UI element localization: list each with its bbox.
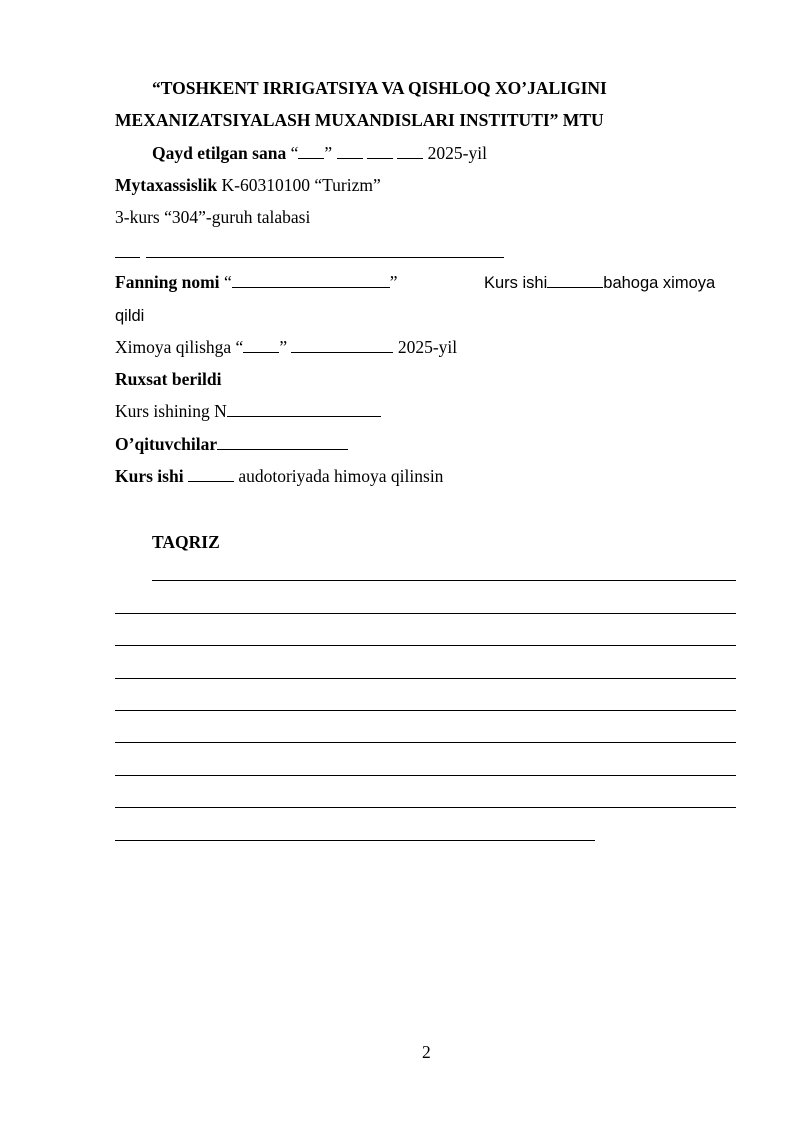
defense-month-blank[interactable] [291, 338, 393, 353]
registration-month-blank-3[interactable] [397, 144, 423, 159]
subject-row: Fanning nomi “ ” [115, 272, 398, 292]
defense-date-label: Ximoya qilishga “ [115, 337, 244, 357]
defense-day-blank[interactable] [243, 338, 279, 353]
review-line[interactable] [152, 580, 736, 581]
defense-room-suffix: audotoriyada himoya qilinsin [238, 466, 444, 486]
review-line[interactable] [115, 742, 736, 743]
subject-label: Fanning nomi [115, 272, 220, 292]
registration-month-blank-2[interactable] [367, 144, 393, 159]
review-title: TAQRIZ [152, 532, 220, 552]
specialty-label: Mytaxassislik [115, 175, 218, 195]
room-blank[interactable] [188, 467, 234, 482]
review-line[interactable] [115, 613, 736, 614]
review-line[interactable] [115, 775, 736, 776]
subject-name-blank[interactable] [232, 273, 390, 288]
teachers-row [115, 434, 348, 454]
registration-date-label: Qayd etilgan sana [152, 143, 287, 163]
specialty-value: K-60310100 “Turizm” [221, 175, 381, 195]
grade-blank[interactable] [547, 273, 603, 288]
page-number: 2 [422, 1042, 431, 1062]
grade-wrap-text: qildi [115, 307, 145, 325]
registration-day-blank[interactable] [298, 144, 324, 159]
registration-year: 2025-yil [427, 143, 487, 163]
student-group-text: 3-kurs “304”-guruh talabasi [115, 207, 311, 227]
course-work-number-label: Kurs ishining N [115, 401, 227, 421]
registration-date-row: Qayd etilgan sana “ ” 2025-yil [152, 143, 487, 163]
student-name-blank-short[interactable] [115, 257, 140, 258]
teachers-blank[interactable] [217, 435, 348, 450]
review-line[interactable] [115, 678, 736, 679]
defense-room-label: Kurs ishi [115, 466, 184, 486]
defense-room-row [115, 466, 443, 486]
specialty-row [115, 175, 381, 195]
permission-label: Ruxsat berildi [115, 369, 222, 389]
institute-name-line-1: “TOSHKENT IRRIGATSIYA VA QISHLOQ XO’JALIGINI [152, 78, 607, 98]
course-work-number-row [115, 401, 381, 421]
institute-name-line-2: MEXANIZATSIYALASH MUXANDISLARI INSTITUTI” MTU [115, 110, 604, 130]
registration-month-blank[interactable] [337, 144, 363, 159]
defense-year: 2025-yil [397, 337, 458, 357]
grade-row: Kurs ishi bahoga ximoya [484, 274, 716, 292]
review-line[interactable] [115, 807, 736, 808]
student-name-blank[interactable] [146, 257, 504, 258]
course-work-number-blank[interactable] [227, 402, 381, 417]
review-line[interactable] [115, 645, 736, 646]
review-line[interactable] [115, 840, 595, 841]
review-line[interactable] [115, 710, 736, 711]
teachers-label: O’qituvchilar [115, 434, 218, 454]
defense-date-row: Ximoya qilishga “ ” 2025-yil [115, 337, 458, 357]
